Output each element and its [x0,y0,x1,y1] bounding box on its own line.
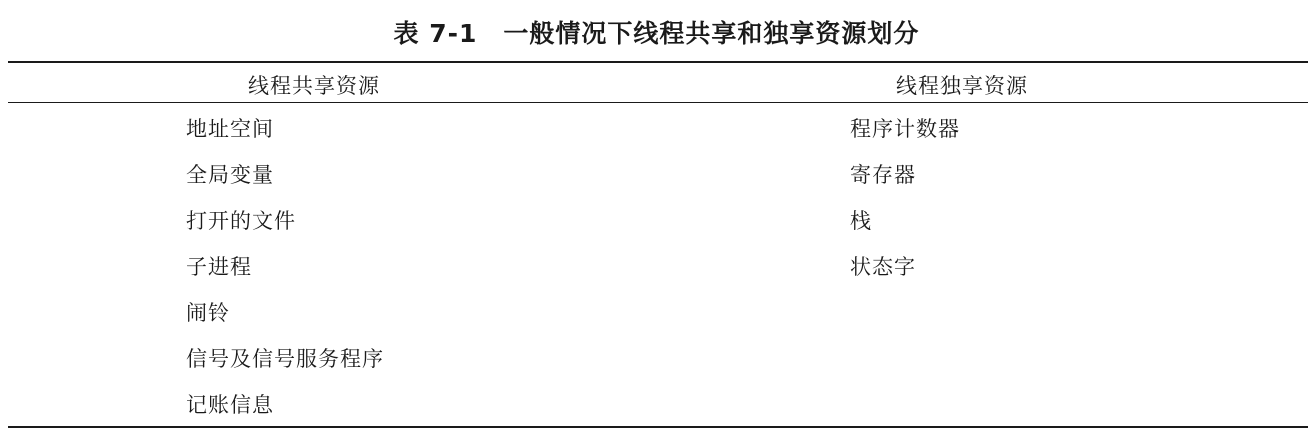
top-rule [8,61,1308,63]
exclusive-resource-item: 寄存器 [850,163,916,187]
shared-resource-item: 闹铃 [186,301,230,325]
exclusive-resource-item: 栈 [850,209,872,233]
shared-resource-item: 打开的文件 [186,209,296,233]
exclusive-resources-list [850,114,960,298]
exclusive-resource-item: 程序计数器 [850,117,960,141]
shared-resources-header: 线程共享资源 [248,74,380,98]
shared-resource-item: 全局变量 [186,163,274,187]
shared-resource-item: 地址空间 [186,117,274,141]
header-rule [8,102,1308,103]
exclusive-resource-item: 状态字 [850,255,916,279]
bottom-rule [8,426,1308,428]
table-caption [0,14,1313,50]
shared-resources-list [186,114,384,436]
shared-resource-item: 子进程 [186,255,252,279]
shared-resource-item: 信号及信号服务程序 [186,347,384,371]
table-number: 表 7-1 [393,19,478,48]
table-title: 一般情况下线程共享和独享资源划分 [503,19,920,48]
exclusive-resources-header: 线程独享资源 [896,74,1028,98]
shared-resource-item: 记账信息 [186,393,274,417]
